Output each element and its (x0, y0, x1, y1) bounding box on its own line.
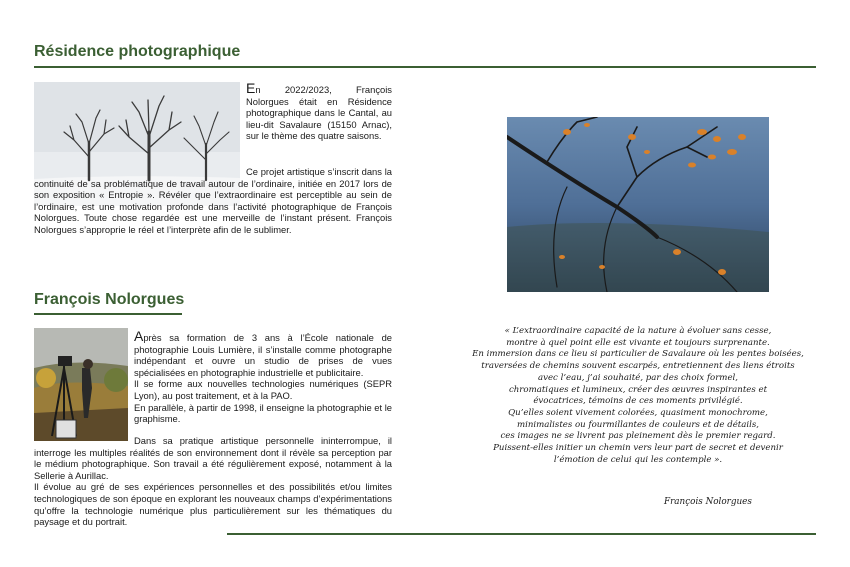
quote-line: l’émotion de celui qui les contemple ». (553, 454, 723, 465)
quote-line: En immersion dans ce lieu si particulier de Savalaure où les pentes boisées, (472, 349, 804, 360)
section-title-author: François Nolorgues (34, 291, 185, 308)
photographer-portrait-photo (34, 328, 128, 441)
quote-line: ces images ne se livrent pas pleinement dès le premier regard. (500, 431, 776, 442)
quote-line: Puissent-elles initier un chemin vers leur part de secret et devenir (493, 443, 783, 454)
section-title-residence: Résidence photographique (34, 43, 241, 60)
author-text-wrapped (134, 328, 392, 425)
residence-text-wrapped (246, 80, 392, 142)
author-title-underline (34, 313, 182, 315)
quote-line: montre à quel point elle est vivante et toujours surprenante. (506, 337, 770, 348)
quote-line: chromatiques et lumineux, créer des œuvres inspirantes et (508, 384, 768, 395)
title-underline (34, 66, 816, 68)
author-paragraph-2: Il se forme aux nouvelles technologies numériques (SEPR Lyon), au post traitement, et à la PAO. (134, 378, 392, 401)
author-paragraph-3: En parallèle, à partir de 1998, il enseigne la photographie et le graphisme. (134, 401, 392, 425)
artist-quote (468, 326, 808, 466)
quote-line: évocatrices, témoins de ces moments privilégié. (533, 396, 743, 407)
quote-signature: François Nolorgues (664, 497, 752, 507)
lake-branches-photo (507, 117, 769, 292)
author-paragraph-5: Il évolue au gré de ses expériences personnelles et des possibilités et/ou limites technologiques de son époque en explorant les nouveaux champs d’expérimentations qu’offre la technologie numérique plus particulièrement sur les thématiques du paysage et du portrait. (34, 481, 392, 528)
author-paragraph-1: Après sa formation de 3 ans à l’École nationale de photographie Louis Lumière, il s’installe comme photographe indépendant et ouvre un studio de prises de vues spécialisées en photographie industrielle et publicitaire. (134, 328, 392, 378)
author-paragraph-4: Dans sa pratique artistique personnelle ininterrompue, il interroge les multiples réalités de son environnement dont il révèle sa perception par le médium photographique. Son travail a été régulièrement exposé, notamment à la Sellerie à Aurillac. (34, 435, 392, 481)
quote-line: avec l’eau, j’ai souhaité, par des choix formel, (537, 372, 739, 383)
residence-paragraph-1: En 2022/2023, François Nolorgues était en Résidence photographique dans le Cantal, au lieu-dit Savalaure (15150 Arnac), sur le thème des quatre saisons. (246, 80, 392, 142)
author-text-full (34, 435, 392, 528)
quote-line: « L’extraordinaire capacité de la nature à évoluer sans cesse, (504, 326, 772, 336)
quote-line: traversées de chemins souvent escarpés, entretiennent des liens étroits (481, 361, 795, 372)
residence-paragraph-2: Ce projet artistique s’inscrit dans la continuité de sa problématique de travail autour de l’ordinaire, initiée en 2017 lors de son exposition « Entropie ». Révéler que l’extraordinaire est perceptible au sein de l’ordinaire, est une motivation profonde dans l’activité photographique de François Nolorgues. Toute chose regardée est une merveille de l’instant présent. François Nolorgues s’approprie le réel et l’interprète afin de le sublimer. (34, 166, 392, 235)
residence-text-2 (34, 166, 392, 236)
quote-line: Qu’elles soient vivement colorées, quasiment monochrome, (508, 407, 768, 418)
quote-line: minimalistes ou fourmillantes de couleurs et de détails, (516, 419, 760, 430)
bottom-rule (227, 533, 816, 535)
